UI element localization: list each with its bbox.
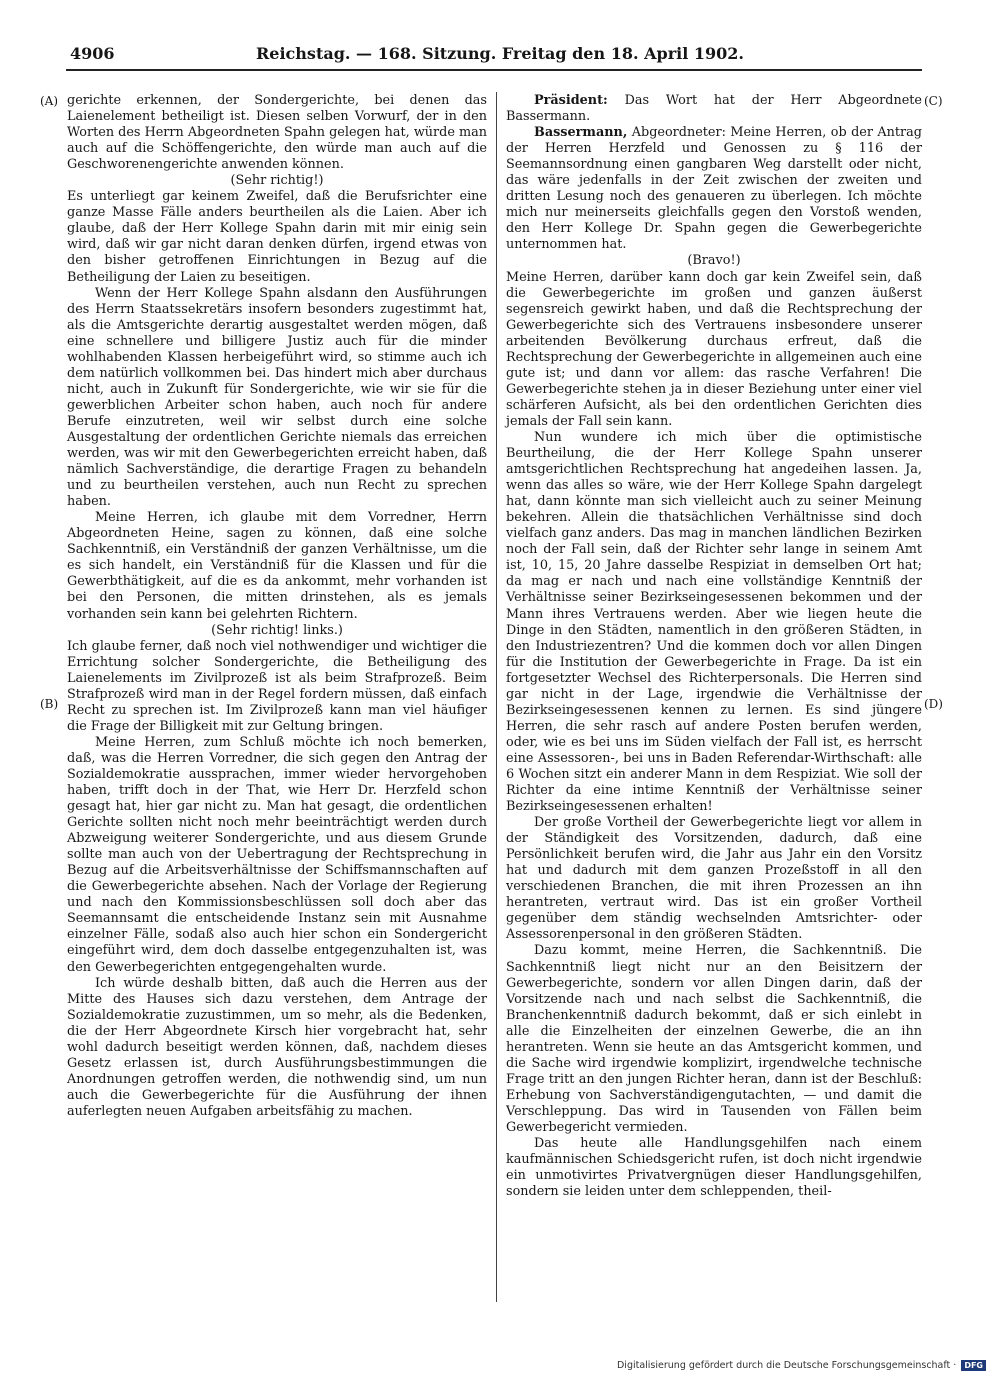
- paragraph: [506, 943, 922, 1136]
- paragraph-text: Meine Herren, ich glaube mit dem Vorredner, Herrn Abgeordneten Heine, sagen zu können, daß eine solche Sachkenntniß, ein Verständniß der ganzen Verhältnisse, um die es sich handelt, ein Verständniß für die Klassen und für die Gewerbthätigkeit, auf die es da ankommt, mehr vorhanden ist bei den Personen, die mitten drinstehen, als es jemals vorhanden sein kann bei gelehrten Richtern.: [67, 510, 487, 622]
- paragraph-text: Nun wundere ich mich über die optimistische Beurtheilung, die der Herr Kollege Spahn unserer amtsgerichtlichen Rechtsprechung hat angedeihen lassen. Ja, wenn das alles so wäre, wie der Herr Kollege Spahn dargelegt hat, dann könnte man sich vielleicht auch zu seiner Meinung bekehren. Allein die thatsächlichen Verhältnisse sind doch vielfach ganz anders. Das mag in manchen ländlichen Bezirken noch der Fall sein, daß der Richter sehr lange in seinem Amt ist, 10, 15, 20 Jahre dasselbe Respiziat in demselben Ort hat; da mag er nach und nach eine vollständige Kenntniß der Verhältnisse seiner Bezirkseingesessenen bekommen und der Mann ihres Vertrauens werden. Aber wie liegen heute die Dinge in den Städten, namentlich in den größeren Städten, in den Industriezentren? Und die kommen doch vor allen Dingen für die Institution der Gewerbegerichte in Frage. Da ist ein fortgesetzter Wechsel des Richterpersonals. Die Herren sind gar nicht in der Lage, irgendwie die Verhältnisse der Bezirkseingesessenen kennen zu lernen. Es sind jüngere Herren, die sehr rasch auf andere Posten berufen werden, oder, wie es bei uns im Süden vielfach der Fall ist, es herrscht eine Assessoren-, bei uns in Baden Referendar-Wirthschaft: alle 6 Wochen sitzt ein anderer Mann in dem Respiziat. Wie soll der Richter da eine intime Kenntniß der Verhältnisse seiner Bezirkseingesessenen erhalten!: [506, 429, 922, 815]
- paragraph: [67, 286, 487, 511]
- paragraph: [67, 735, 487, 976]
- paragraph: [67, 93, 487, 173]
- header-rule: [66, 69, 922, 71]
- left-column: [67, 93, 487, 1120]
- paragraph: [506, 253, 922, 269]
- paragraph-text: Abgeordneter: Meine Herren, ob der Antrag der Herren Herzfeld und Genossen zu § 116 der Seemannsordnung einen gangbaren Weg darstellt oder nicht, das wäre jedenfalls in der Zeit zwischen der zweiten und dritten Lesung noch des genaueren zu überlegen. Ich möchte mich nur meinerseits gleichfalls gegen den Vorstoß wenden, den Herr Kollege Dr. Spahn gegen die Gewerbegerichte unternommen hat.: [506, 125, 922, 253]
- paragraph-text: Meine Herren, darüber kann doch gar kein Zweifel sein, daß die Gewerbegerichte im großen und ganzen äußerst segensreich gewirkt haben, und daß die Rechtsprechung der Gewerbegerichte sich des Vertrauens insbesondere unserer arbeitenden Bevölkerung durchaus erfreut, daß die Rechtsprechung der Gewerbegerichte in allgemeinen auch eine gute ist; und dann vor allem: das rasche Verfahren! Die Gewerbegerichte stehen ja in dieser Beziehung unter einer viel schärferen Aufsicht, als bei den ordentlichen Gerichten dies jemals der Fall sein kann.: [506, 269, 922, 429]
- page-header: [70, 44, 920, 70]
- speaker-name: Präsident:: [534, 93, 608, 108]
- paragraph: [67, 976, 487, 1120]
- paragraph-text: (Sehr richtig!): [230, 173, 324, 189]
- paragraph: [67, 510, 487, 622]
- margin-marker-c: (C): [924, 94, 943, 108]
- paragraph: [506, 93, 922, 125]
- paragraph: [506, 815, 922, 943]
- paragraph-text: Wenn der Herr Kollege Spahn alsdann den Ausführungen des Herrn Staatssekretärs insofern besonders zugestimmt hat, als die Amtsgerichte derartig ausgestaltet werden mögen, daß eine schnellere und billigere Justiz auch für die minder wohlhabenden Klassen herbeigeführt wird, so stimme auch ich dem natürlich vollkommen bei. Das hindert mich aber durchaus nicht, auch in Zukunft für Sondergerichte, wie wir sie für die gewerblichen Arbeiter schon haben, auch noch für andere Berufe einzutreten, weil wir selbst durch eine solche Ausgestaltung der ordentlichen Gerichte niemals das erreichen werden, was wir mit den Gewerbegerichten erreicht haben, daß nämlich Sachverständige, die derartige Fragen zu behandeln und zu beurtheilen verstehen, auch nun Recht zu sprechen haben.: [67, 285, 487, 510]
- paragraph-text: (Bravo!): [687, 253, 741, 269]
- paragraph: [506, 1136, 922, 1200]
- paragraph: [506, 125, 922, 253]
- page-number: 4906: [70, 44, 115, 63]
- paragraph: [506, 270, 922, 430]
- paragraph: [67, 189, 487, 285]
- margin-marker-a: (A): [40, 94, 59, 108]
- speaker-name: Bassermann,: [534, 125, 628, 141]
- paragraph: [67, 623, 487, 639]
- paragraph: [67, 639, 487, 735]
- paragraph-text: Es unterliegt gar keinem Zweifel, daß die Berufsrichter eine ganze Masse Fälle anders beurtheilen als die Laien. Aber ich glaube, daß der Herr Kollege Spahn darin mit mir einig sein wird, daß wir gar nicht daran denken dürfen, irgend etwas von den bisher getroffenen Einrichtungen in Bezug auf die Betheiligung der Laien zu beseitigen.: [67, 189, 487, 285]
- paragraph-text: Ich würde deshalb bitten, daß auch die Herren aus der Mitte des Hauses sich dazu verstehen, dem Antrage der Sozialdemokratie zuzustimmen, um so mehr, als die Bedenken, die der Herr Abgeordnete Kirsch hier vorgebracht hat, sehr wohl dadurch beseitigt werden können, daß, nachdem dieses Gesetz erlassen ist, durch Ausführungsbestimmungen die Anordnungen getroffen werden, die nothwendig sind, um nun auch die Gewerbegerichte für die Ausführung der ihnen auferlegten neuen Aufgaben arbeitsfähig zu machen.: [67, 975, 487, 1119]
- paragraph-text: Dazu kommt, meine Herren, die Sachkenntniß. Die Sachkenntniß liegt nicht nur an den Beisitzern der Gewerbegerichte, sondern vor allen Dingen darin, daß der Vorsitzende nach und nach selbst die Sachkenntniß, die Branchenkenntniß dadurch bekommt, daß er sich einlebt in alle die Einzelheiten der einzelnen Gewerbe, die an ihn herantreten. Wenn sie heute an das Amtsgericht kommen, und die Sache wird irgendwie komplizirt, irgendwelche technische Frage tritt an den jungen Richter heran, dann ist der Beschluß: Erhebung von Sachverständigengutachten, — und damit die Verschleppung. Das wird in Tausenden von Fällen beim Gewerbegericht vermieden.: [506, 943, 922, 1135]
- paragraph: [67, 173, 487, 189]
- margin-marker-d: (D): [924, 697, 943, 711]
- paragraph-text: Das heute alle Handlungsgehilfen nach einem kaufmännischen Schiedsgericht rufen, ist doch nicht irgendwie ein unmotivirtes Privatvergnügen dieser Handlungsgehilfen, sondern sie leiden unter dem schleppenden, theil-: [506, 1136, 922, 1200]
- footer-credit: Digitalisierung gefördert durch die Deutsche Forschungsgemeinschaft ·: [616, 1360, 957, 1371]
- running-head: Reichstag. — 168. Sitzung. Freitag den 18. April 1902.: [256, 44, 744, 63]
- paragraph-text: (Sehr richtig! links.): [211, 622, 343, 638]
- paragraph: [506, 430, 922, 815]
- column-divider: [496, 92, 497, 1302]
- paragraph-text: Das Wort hat der Herr Abgeordnete Bassermann.: [506, 93, 922, 125]
- right-column: [506, 93, 922, 1200]
- paragraph-text: gerichte erkennen, der Sondergerichte, bei denen das Laienelement betheiligt ist. Diesen selben Vorwurf, der in den Worten des Herrn Abgeordneten Spahn gelegen hat, würde man auch auf die Schöffengerichte, den würde man auch auf die Geschworenengerichte anwenden können.: [67, 93, 487, 173]
- footer: [617, 1360, 986, 1371]
- paragraph-text: Der große Vortheil der Gewerbegerichte liegt vor allem in der Ständigkeit des Vorsitzenden, dadurch, daß eine Persönlichkeit berufen wird, die Jahr aus Jahr ein den Vorsitz hat und dadurch mit dem ganzen Prozeßstoff in all den verschiedenen Branchen, die mit ihren Prozessen an ihn herantreten, vertraut wird. Das ist ein großer Vortheil gegenüber dem ständig wechselnden Amtsrichter- oder Assessorenpersonal in den größeren Städten.: [506, 815, 922, 943]
- paragraph-text: Meine Herren, zum Schluß möchte ich noch bemerken, daß, was die Herren Vorredner, die sich gegen den Antrag der Sozialdemokratie aussprachen, immer wieder hervorgehoben haben, trifft doch in der That, wie Herr Dr. Herzfeld schon gesagt hat, hier gar nicht zu. Man hat gesagt, die ordentlichen Gerichte sollten nicht noch mehr beeinträchtigt werden durch Abzweigung weiterer Sondergerichte, und aus diesem Grunde sollte man auch von der Uebertragung der Rechtsprechung in Bezug auf die Arbeitsverhältnisse der Schiffsmannschaften auf die Gewerbegerichte absehen. Nach der Vorlage der Regierung und nach den Kommissionsbeschlüssen soll doch aber das Seemannsamt die entscheidende Instanz sein mit Ausnahme einzelner Fälle, sodaß also auch hier schon ein Sondergericht eingeführt wird, dem doch dasselbe entgegenzuhalten ist, was den Gewerbegerichten entgegengehalten wurde.: [67, 734, 487, 975]
- margin-marker-b: (B): [40, 697, 59, 711]
- paragraph-text: Ich glaube ferner, daß noch viel nothwendiger und wichtiger die Errichtung solcher Sondergerichte, die Betheiligung des Laienelements im Zivilprozeß ist als beim Strafprozeß. Beim Strafprozeß wird man in der Regel fordern müssen, daß einfach Recht zu sprechen ist. Im Zivilprozeß kann man viel häufiger die Frage der Billigkeit mit zur Geltung bringen.: [67, 638, 487, 734]
- dfg-logo: DFG: [961, 1360, 986, 1371]
